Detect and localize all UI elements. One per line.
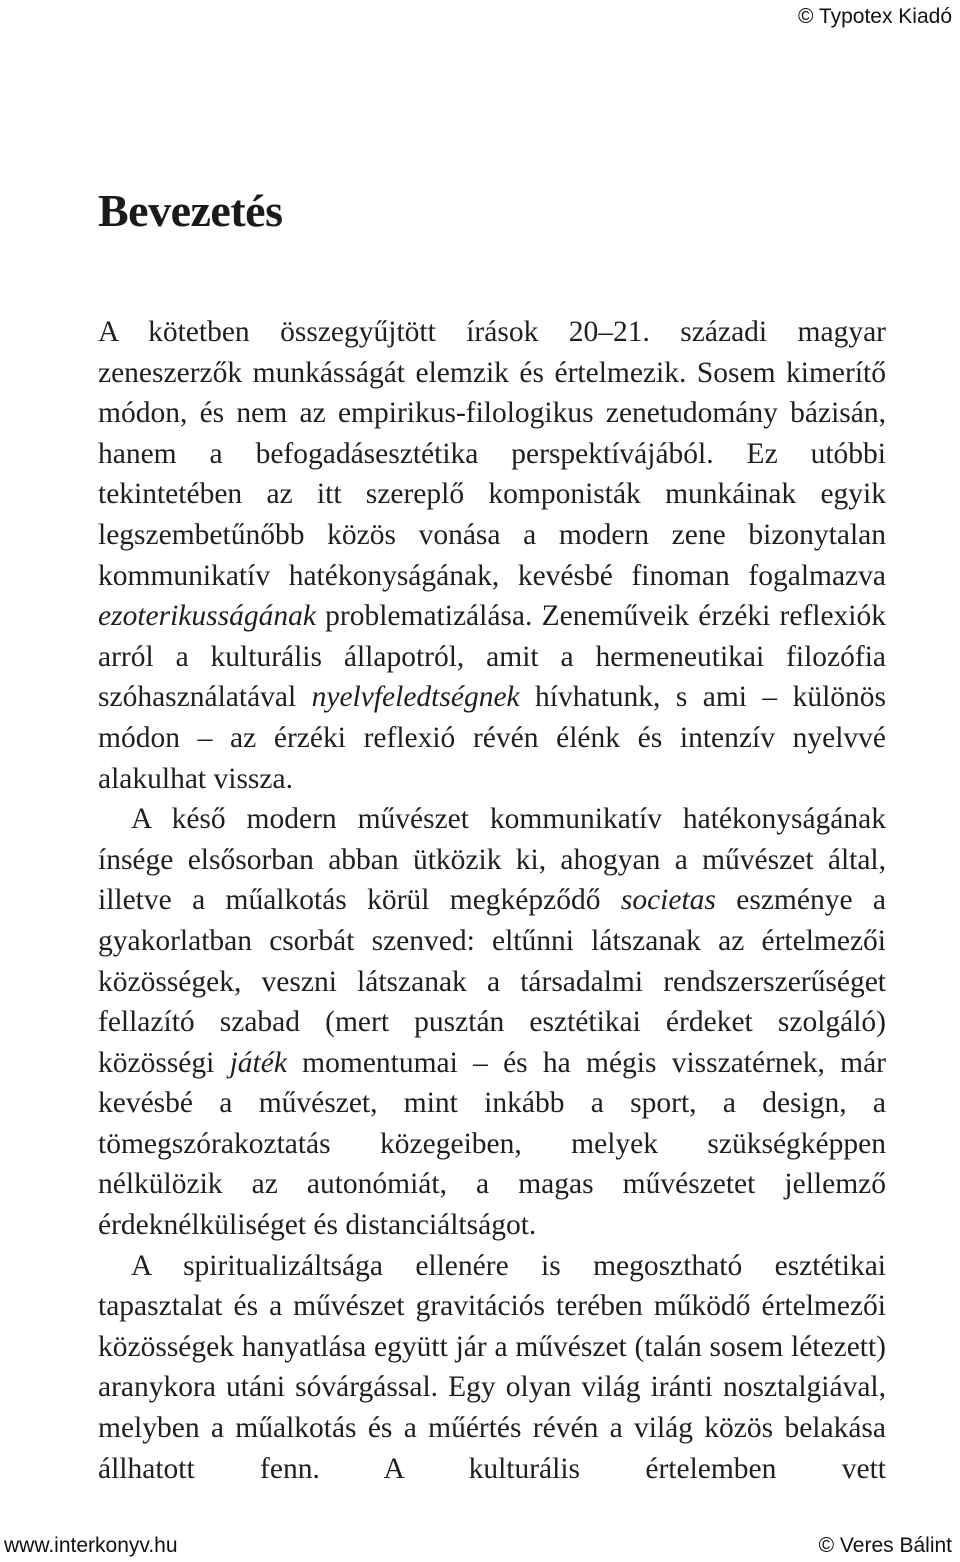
paragraph-1-text-a: A kötetben összegyűjtött írások 20–21. századi magyar zeneszerzők munkásságát elemzik és értelmezik. Sosem kimerítő módon, és nem az empirikus-filologikus zenetudomány bázisán, hanem a befogadásesztétika perspektívájából. Ez utóbbi tekintetében az itt szereplő komponisták munkáinak egyik legszembetűnőbb közös vonása a modern zene bizonytalan kommunikatív hatékonyságának, kevésbé finoman fogalmazva [98, 316, 886, 592]
publisher-copyright: © Typotex Kiadó [797, 5, 952, 28]
paragraph-1-italic-a: ezoterikusságának [98, 600, 316, 633]
paragraph-2-text-b: eszménye a gyakorlatban csorbát szenved: eltűnni látszanak az értelmezői közösségek, veszni látszanak a társadalmi rendszerszerűséget fellazító szabad (mert pusztán esztétikai érdeket szolgáló) közösségi [98, 884, 886, 1079]
chapter-title: Bevezetés [98, 185, 283, 236]
body-text [98, 312, 886, 1489]
paragraph-2-text-a: A késő modern művészet kommunikatív hatékonyságának ínsége elsősorban abban ütközik ki, ahogyan a művészet által, illetve a műalkotás körül megképződő [98, 803, 886, 917]
paragraph-1-text-c: hívhatunk, s ami – különös módon – az érzéki reflexió révén élénk és intenzív nyelvvé alakulhat vissza. [98, 681, 886, 795]
author-copyright: © Veres Bálint [818, 1534, 952, 1557]
paragraph-2 [98, 799, 886, 1246]
paragraph-2-text-c: momentumai – és ha mégis visszatérnek, már kevésbé a művészet, mint inkább a sport, a design, a tömegszórakoztatás közegeiben, melyek szükségképpen nélkülözik az autonómiát, a magas művészetet jellemző érdeknélküliséget és distanciáltságot. [98, 1046, 886, 1242]
paragraph-3 [98, 1246, 886, 1490]
website-link[interactable]: www.interkonyv.hu [4, 1534, 178, 1557]
paragraph-2-italic-b: játék [229, 1046, 287, 1079]
paragraph-1-text-b: problematizálása. Zeneműveik érzéki reflexiók arról a kulturális állapotról, amit a hermeneutikai filozófia szóhasználatával [98, 600, 886, 714]
paragraph-3-text: A spiritualizáltsága ellenére is megosztható esztétikai tapasztalat és a művészet gravitációs terében működő értelmezői közösségek hanyatlása együtt jár a művészet (talán sosem létezett) aranykora utáni sóvárgással. Egy olyan világ iránti nosztalgiával, melyben a műalkotás és a műértés révén a világ közös belakása állhatott fenn. A kulturális értelemben vett [98, 1249, 886, 1485]
paragraph-2-italic-a: societas [620, 884, 716, 917]
paragraph-1-italic-b: nyelvfeledtségnek [311, 681, 520, 714]
paragraph-1 [98, 312, 886, 799]
